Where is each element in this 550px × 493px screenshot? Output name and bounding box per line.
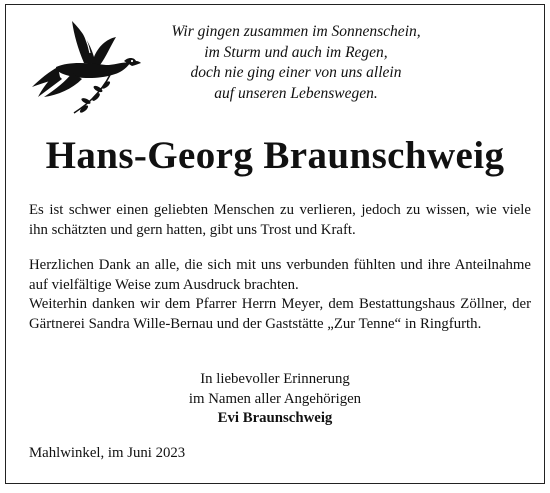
- signature: Evi Braunschweig: [217, 410, 333, 426]
- closing-line: im Namen aller Angehörigen: [188, 390, 362, 407]
- obituary-notice: [5, 4, 545, 484]
- poem-line: doch nie ging einer von uns allein: [190, 64, 402, 81]
- thanks-paragraph: [29, 256, 531, 334]
- closing-block: [6, 370, 544, 429]
- thanks-line: Herzlichen Dank an alle, die sich mit uns verbunden fühlten und ihre Anteilnahme auf vielfältige Weise zum Ausdruck brachten.: [29, 257, 531, 293]
- poem-line: im Sturm und auch im Regen,: [204, 43, 388, 61]
- closing-line: In liebevoller Erinnerung: [200, 371, 350, 387]
- intro-paragraph: Es ist schwer einen geliebten Menschen zu verlieren, jedoch zu wissen, wie viele ihn schätzten und gern hatten, gibt uns Trost und Kraft.: [29, 202, 531, 238]
- thanks-line: Weiterhin danken wir dem Pfarrer Herrn Meyer, dem Bestattungshaus Zöllner, der Gärtnerei Sandra Wille-Bernau und der Gaststätte „Zur Tenne“ in Ringfurth.: [29, 296, 531, 332]
- deceased-name: Hans-Georg Braunschweig: [45, 134, 505, 177]
- dove-icon: [26, 17, 146, 117]
- poem-line: Wir gingen zusammen im Sonnenschein,: [171, 23, 421, 40]
- memorial-poem: [131, 22, 461, 104]
- date-place: Mahlwinkel, im Juni 2023: [29, 445, 186, 461]
- poem-line: auf unseren Lebenswegen.: [214, 84, 378, 102]
